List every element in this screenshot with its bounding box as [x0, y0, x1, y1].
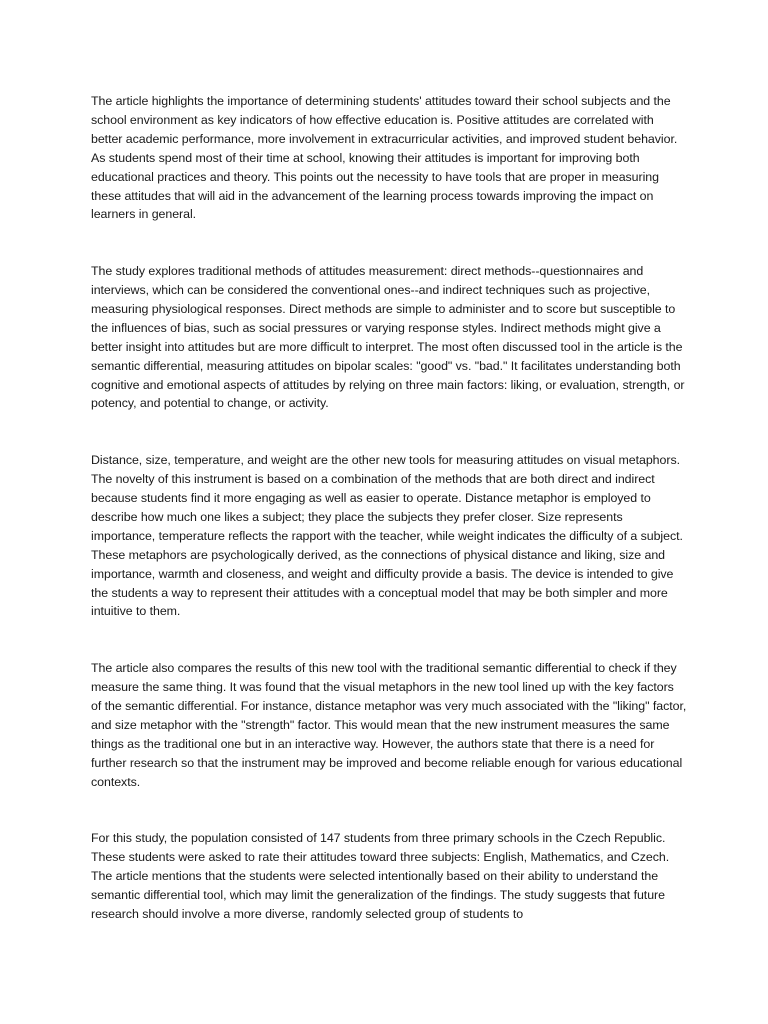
document-body [91, 92, 687, 924]
paragraph-3: Distance, size, temperature, and weight are the other new tools for measuring attitudes on visual metaphors. The novelty of this instrument is based on a combination of the methods that are both direct and indirect because students find it more engaging as well as easier to operate. Distance metaphor is employed to describe how much one likes a subject; they place the subjects they prefer closer. Size represents importance, temperature reflects the rapport with the teacher, while weight indicates the difficulty of a subject. These metaphors are psychologically derived, as the connections of physical distance and liking, size and importance, warmth and closeness, and weight and difficulty provide a basis. The device is intended to give the students a way to represent their attitudes with a conceptual model that may be both simpler and more intuitive to them. [91, 453, 683, 619]
paragraph-1: The article highlights the importance of determining students' attitudes toward their school subjects and the school environment as key indicators of how effective education is. Positive attitudes are correlated with better academic performance, more involvement in extracurricular activities, and improved student behavior. As students spend most of their time at school, knowing their attitudes is important for improving both educational practices and theory. This points out the necessity to have tools that are proper in measuring these attitudes that will aid in the advancement of the learning process towards improving the impact on learners in general. [91, 94, 678, 222]
paragraph-4: The article also compares the results of this new tool with the traditional semantic differential to check if they measure the same thing. It was found that the visual metaphors in the new tool lined up with the key factors of the semantic differential. For instance, distance metaphor was very much associated with the "liking" factor, and size metaphor with the "strength" factor. This would mean that the new instrument measures the same things as the traditional one but in an interactive way. However, the authors state that there is a need for further research so that the instrument may be improved and become reliable enough for various educational contexts. [91, 661, 687, 789]
paragraph-2: The study explores traditional methods of attitudes measurement: direct methods--questionnaires and interviews, which can be considered the conventional ones--and indirect techniques such as projective, measuring physiological responses. Direct methods are simple to administer and to score but susceptible to the influences of bias, such as social pressures or varying response styles. Indirect methods might give a better insight into attitudes but are more difficult to interpret. The most often discussed tool in the article is the semantic differential, measuring attitudes on bipolar scales: "good" vs. "bad." It facilitates understanding both cognitive and emotional aspects of attitudes by relying on three main factors: liking, or evaluation, strength, or potency, and potential to change, or activity. [91, 264, 685, 411]
paragraph-5: For this study, the population consisted of 147 students from three primary schools in the Czech Republic. These students were asked to rate their attitudes toward three subjects: English, Mathematics, and Czech. The article mentions that the students were selected intentionally based on their ability to understand the semantic differential tool, which may limit the generalization of the findings. The study suggests that future research should involve a more diverse, randomly selected group of students to [91, 831, 670, 921]
